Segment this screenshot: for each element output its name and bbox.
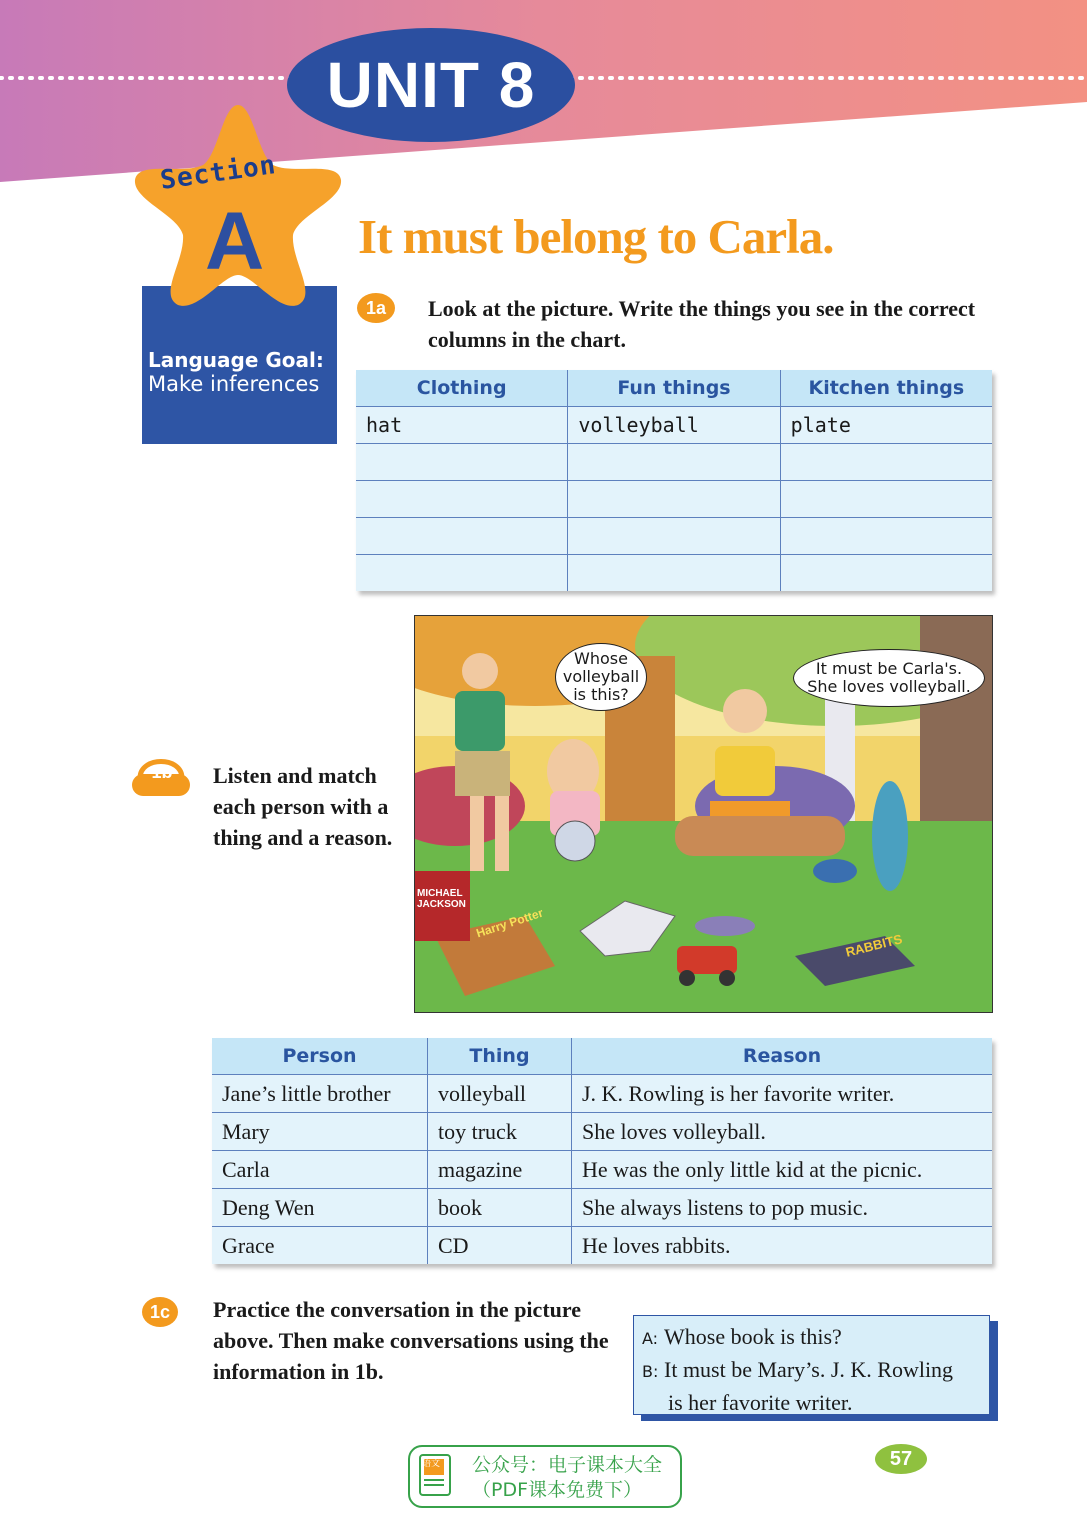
column-header: Thing: [428, 1038, 572, 1075]
table-row: [212, 1151, 992, 1189]
speaker-b: B:: [642, 1362, 659, 1381]
table-cell: Deng Wen: [212, 1189, 428, 1227]
table-cell[interactable]: [568, 518, 780, 555]
speech-bubble-right: [793, 649, 985, 707]
book-label-rabbits: RABBITS: [844, 931, 904, 960]
chart-1b: [212, 1038, 992, 1264]
bubble-right-line: It must be Carla's.: [815, 659, 963, 678]
table-cell[interactable]: [780, 518, 992, 555]
picnic-illustration: [414, 615, 993, 1013]
table-cell: He was the only little kid at the picnic.: [572, 1151, 993, 1189]
column-header: Person: [212, 1038, 428, 1075]
speaker-b-line: is her favorite writer.: [668, 1390, 853, 1415]
section-word: Section: [158, 150, 279, 196]
exercise-1c-badge: 1c: [142, 1297, 178, 1327]
table-cell[interactable]: [356, 518, 568, 555]
watermark-line1: 公众号：电子课本大全: [472, 1454, 663, 1476]
page-number: 57: [875, 1444, 927, 1474]
table-cell[interactable]: [568, 481, 780, 518]
unit-title: UNIT 8: [287, 28, 575, 142]
table-cell: volleyball: [428, 1075, 572, 1113]
book-label-harry-potter: Harry Potter: [474, 905, 545, 941]
table-cell: Mary: [212, 1113, 428, 1151]
table-cell: book: [428, 1189, 572, 1227]
page-title: It must belong to Carla.: [358, 209, 834, 264]
book-label-michael-jackson: MICHAEL JACKSON: [417, 888, 466, 910]
table-cell[interactable]: [780, 444, 992, 481]
table-cell[interactable]: [568, 555, 780, 592]
table-row: [212, 1189, 992, 1227]
table-cell[interactable]: hat: [356, 407, 568, 444]
table-row: [212, 1113, 992, 1151]
table-row: [356, 481, 992, 518]
exercise-1c-instruction: Practice the conversation in the picture above. Then make conversations using the information in 1b.: [213, 1297, 609, 1384]
watermark-icon-text: 语文: [422, 1459, 441, 1469]
table-cell[interactable]: [356, 444, 568, 481]
bubble-left-line: volleyball: [562, 667, 640, 686]
exercise-1b-badge: 1b: [151, 762, 173, 782]
table-cell: Carla: [212, 1151, 428, 1189]
language-goal-label: Language Goal:: [148, 348, 324, 372]
table-cell[interactable]: [356, 555, 568, 592]
speaker-a: A:: [642, 1329, 659, 1348]
bubble-left-line: is this?: [573, 685, 629, 704]
chart-1a: [356, 370, 992, 591]
speech-bubble-left: [555, 643, 647, 711]
column-header: Fun things: [568, 370, 780, 407]
table-row: [356, 555, 992, 592]
table-cell[interactable]: plate: [780, 407, 992, 444]
language-goal-value: Make inferences: [148, 372, 320, 396]
table-cell[interactable]: [780, 481, 992, 518]
table-row: [356, 407, 992, 444]
table-row: [212, 1075, 992, 1113]
watermark-badge: [408, 1445, 682, 1508]
table-cell: Jane’s little brother: [212, 1075, 428, 1113]
table-cell: She always listens to pop music.: [572, 1189, 993, 1227]
exercise-1a-instruction: Look at the picture. Write the things you see in the correct columns in the chart.: [428, 296, 976, 352]
table-cell: magazine: [428, 1151, 572, 1189]
bubble-right-line: She loves volleyball.: [807, 677, 971, 696]
table-cell: She loves volleyball.: [572, 1113, 993, 1151]
table-cell: CD: [428, 1227, 572, 1265]
column-header: Reason: [572, 1038, 993, 1075]
column-header: Clothing: [356, 370, 568, 407]
column-header: Kitchen things: [780, 370, 992, 407]
table-row: [356, 444, 992, 481]
conversation-box: [633, 1315, 990, 1415]
section-letter: A: [205, 196, 265, 287]
table-cell: J. K. Rowling is her favorite writer.: [572, 1075, 993, 1113]
table-cell[interactable]: [780, 555, 992, 592]
speaker-b-line: It must be Mary’s. J. K. Rowling: [664, 1357, 954, 1382]
bubble-left-line: Whose: [574, 649, 628, 668]
table-cell: toy truck: [428, 1113, 572, 1151]
table-cell[interactable]: [356, 481, 568, 518]
exercise-1b-instruction: Listen and match each person with a thing and a reason.: [213, 763, 393, 850]
table-cell: He loves rabbits.: [572, 1227, 993, 1265]
table-row: [212, 1227, 992, 1265]
table-cell[interactable]: volleyball: [568, 407, 780, 444]
exercise-1a-badge: 1a: [357, 293, 395, 323]
watermark-line2: （PDF课本免费下）: [472, 1479, 643, 1501]
table-cell[interactable]: [568, 444, 780, 481]
table-row: [356, 518, 992, 555]
speaker-a-line: Whose book is this?: [664, 1324, 842, 1349]
table-cell: Grace: [212, 1227, 428, 1265]
